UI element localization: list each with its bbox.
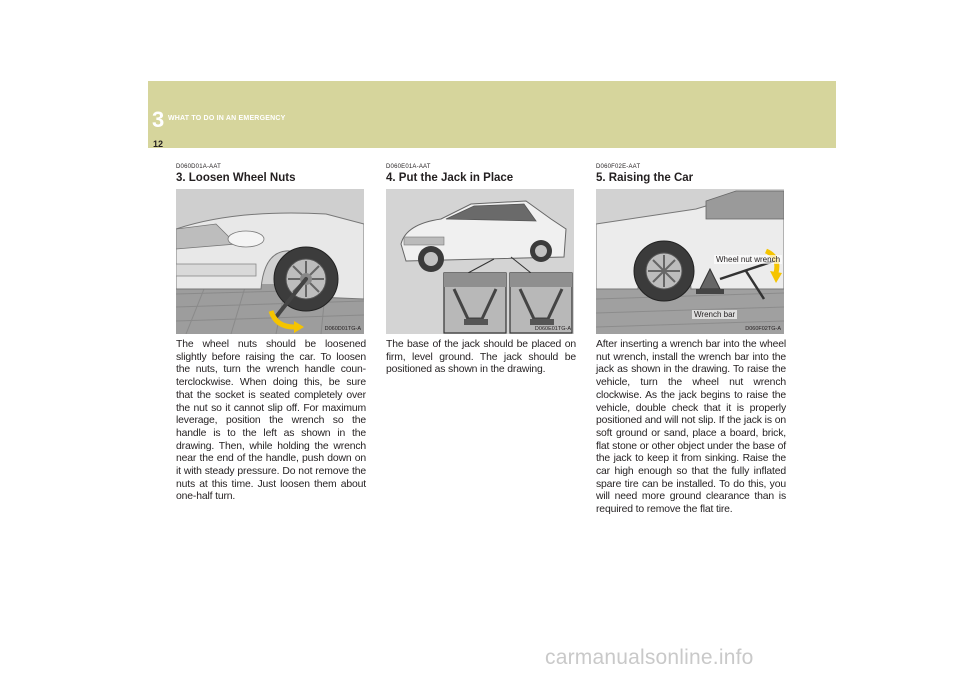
section-heading: 5. Raising the Car [596,172,694,184]
watermark: carmanualsonline.info [545,646,754,669]
section-code: D060F02E-AAT [596,164,641,170]
page-number: 12 [153,139,164,149]
callout-wheel-nut-wrench: Wheel nut wrench [716,255,781,264]
section-loosen-wheel-nuts [176,163,366,504]
car-front-wheel-illustration [176,189,364,334]
figure-code: D060E01TG-A [534,326,571,332]
section-body: The wheel nuts should be loosened slightly before raising the car. To loosen the nuts, turn the wrench handle coun-terclockwise. When doing this, be sure that the socket is seated completely over the nut so it cannot slip off. For maximum leverage, position the wrench so the handle is to the left as shown in the drawing. Then, while holding the wrench near the end of the handle, push down on it with steady pressure. Do not remove the nuts at this time. Just loosen them about one-half turn. [176,339,366,503]
figure-code: D060F02TG-A [745,326,781,332]
figure-jack-position [386,189,574,334]
figure-code: D060D01TG-A [324,326,361,332]
chapter-number: 3 [152,107,165,132]
section-put-jack-in-place [386,163,576,377]
chapter-title: WHAT TO DO IN AN EMERGENCY [168,115,286,122]
section-body: After inserting a wrench bar into the wheel nut wrench, install the wrench bar into the jack as shown in the drawing. To raise the vehicle, turn the wheel nut wrench clockwise. As the jack begins to raise the vehicle, double check that it is properly positioned and will not slip. If the jack is on soft ground or sand, place a board, brick, flat stone or other object under the base of the jack to keep it from sinking. Raise the car high enough so that the fully inflated spare tire can be installed. To do this, you will need more ground clearance than is required to remove the flat tire. [596,339,786,516]
section-heading: 3. Loosen Wheel Nuts [176,172,296,184]
section-raising-the-car [596,163,786,517]
car-jack-position-illustration [386,189,574,334]
figure-raising-car [596,189,784,334]
callout-wrench-bar: Wrench bar [694,310,736,319]
section-code: D060D01A-AAT [176,164,221,170]
section-heading: 4. Put the Jack in Place [386,172,514,184]
section-body: The base of the jack should be placed on firm, level ground. The jack should be positioned as shown in the drawing. [386,339,576,376]
figure-loosen-wheel-nuts [176,189,364,334]
section-code: D060E01A-AAT [386,164,431,170]
